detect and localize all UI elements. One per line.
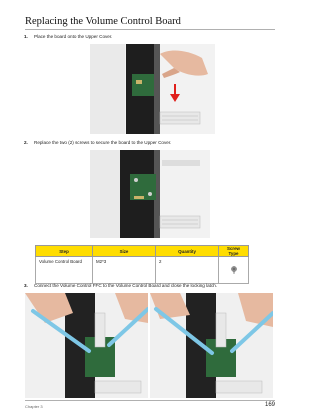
cell-step: Volume Control Board <box>36 257 93 284</box>
title-divider <box>25 29 275 30</box>
column-header: Screw Type <box>219 246 249 257</box>
step-2-photo <box>90 150 210 238</box>
screw-table <box>35 245 249 284</box>
page-number: 169 <box>264 402 275 408</box>
step-number: 3. <box>24 283 28 288</box>
step-text: Place the board onto the Upper Cover. <box>34 34 113 39</box>
screw-icon <box>230 266 238 274</box>
cell-size: M2*3 <box>93 257 156 284</box>
table-header-row <box>36 246 249 257</box>
step-3 <box>24 283 217 288</box>
column-header: Quantity <box>156 246 219 257</box>
column-header: Size <box>93 246 156 257</box>
step-3-photo-right <box>150 293 273 398</box>
step-number: 1. <box>24 34 28 39</box>
step-1 <box>24 34 112 39</box>
cell-screw-type <box>219 257 249 284</box>
step-1-photo <box>90 44 215 134</box>
footer-divider <box>25 400 275 401</box>
table-row <box>36 257 249 284</box>
chapter-label: Chapter 3 <box>25 404 43 409</box>
step-number: 2. <box>24 140 28 145</box>
cell-quantity: 2 <box>156 257 219 284</box>
column-header: Step <box>36 246 93 257</box>
step-2 <box>24 140 171 145</box>
step-text: Connect the Volume Control FFC to the Volume Control Board and close the locking latch. <box>34 283 218 288</box>
step-3-photo-left <box>25 293 148 398</box>
step-text: Replace the two (2) screws to secure the board to the Upper Cover. <box>34 140 172 145</box>
page-title: Replacing the Volume Control Board <box>25 16 181 27</box>
